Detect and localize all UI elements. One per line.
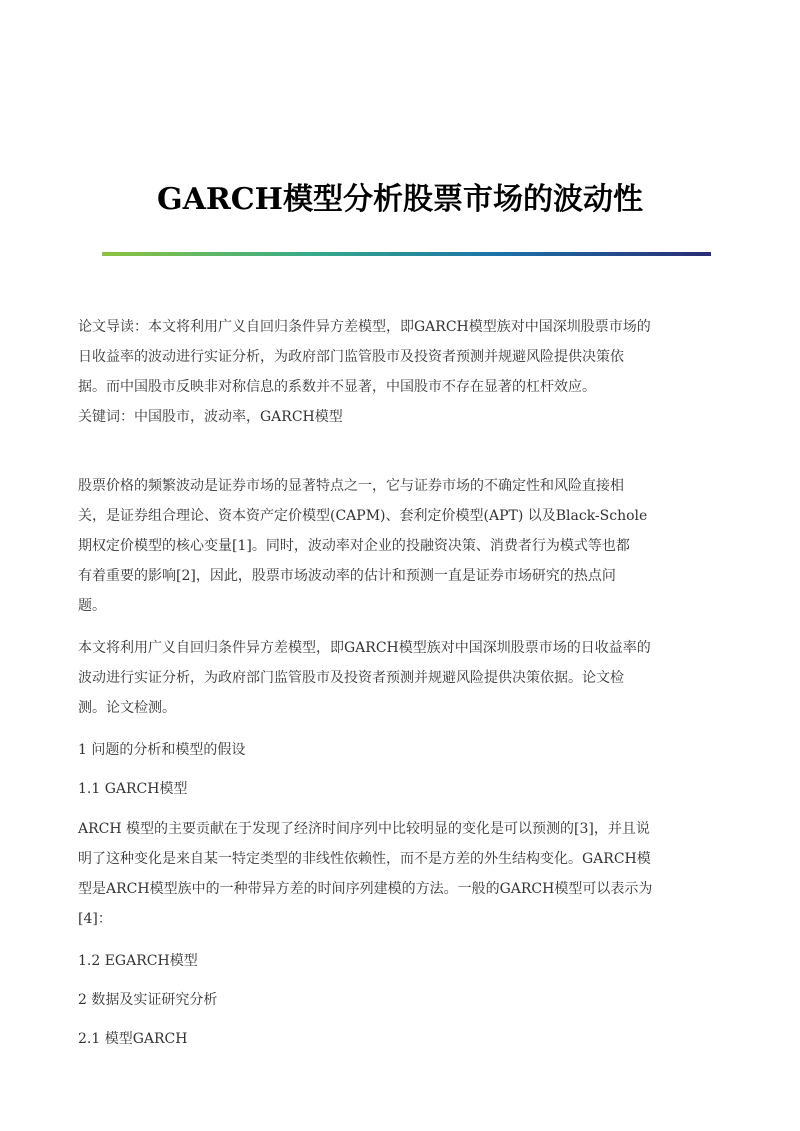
section-heading-2: 2 数据及实证研究分析 [78,992,218,1008]
paragraph-introduction [78,471,722,621]
paragraph-line: 测。论文检测。 [78,700,176,716]
abstract-line: 日收益率的波动进行实证分析，为政府部门监管股市及投资者预测并规避风险提供决策依 [78,349,624,365]
paragraph-line: [4]： [78,911,112,927]
paragraph-line: 明了这种变化是来自某一特定类型的非线性依赖性，而不是方差的外生结构变化。GARCH模 [78,851,651,867]
paragraph-line: 期权定价模型的核心变量[1]。同时，波动率对企业的投融资决策、消费者行为模式等也都 [78,538,630,554]
paragraph-line: 波动进行实证分析，为政府部门监管股市及投资者预测并规避风险提供决策依据。论文检 [78,670,624,686]
section-heading-2-1: 2.1 模型GARCH [78,1031,188,1047]
section-heading-1-2: 1.2 EGARCH模型 [78,953,198,969]
title-divider [102,252,711,256]
paragraph-line: 股票价格的频繁波动是证券市场的显著特点之一，它与证券市场的不确定性和风险直接相 [78,478,624,494]
abstract [78,312,722,402]
paragraph-line: 有着重要的影响[2]，因此，股票市场波动率的估计和预测一直是证券市场研究的热点问 [78,568,616,584]
paragraph-line: ARCH 模型的主要贡献在于发现了经济时间序列中比较明显的变化是可以预测的[3]，并且说 [78,821,650,837]
paragraph-line: 本文将利用广义自回归条件异方差模型，即GARCH模型族对中国深圳股票市场的日收益率的 [78,640,651,656]
paragraph-line: 题。 [78,598,106,614]
section-heading-1-1: 1.1 GARCH模型 [78,781,188,797]
page-title: GARCH模型分析股票市场的波动性 [156,182,644,218]
abstract-line: 论文导读：本文将利用广义自回归条件异方差模型，即GARCH模型族对中国深圳股票市场的 [78,319,651,335]
paragraph-purpose [78,633,722,723]
section-heading-1: 1 问题的分析和模型的假设 [78,742,246,758]
paragraph-garch [78,814,722,934]
abstract-line: 据。而中国股市反映非对称信息的系数并不显著，中国股市不存在显著的杠杆效应。 [78,379,596,395]
paragraph-line: 型是ARCH模型族中的一种带异方差的时间序列建模的方法。一般的GARCH模型可以表示为 [78,881,653,897]
paragraph-line: 关，是证券组合理论、资本资产定价模型(CAPM)、套利定价模型(APT) 以及Black-Schole [78,508,648,524]
keywords: 关键词：中国股市，波动率，GARCH模型 [78,409,343,425]
